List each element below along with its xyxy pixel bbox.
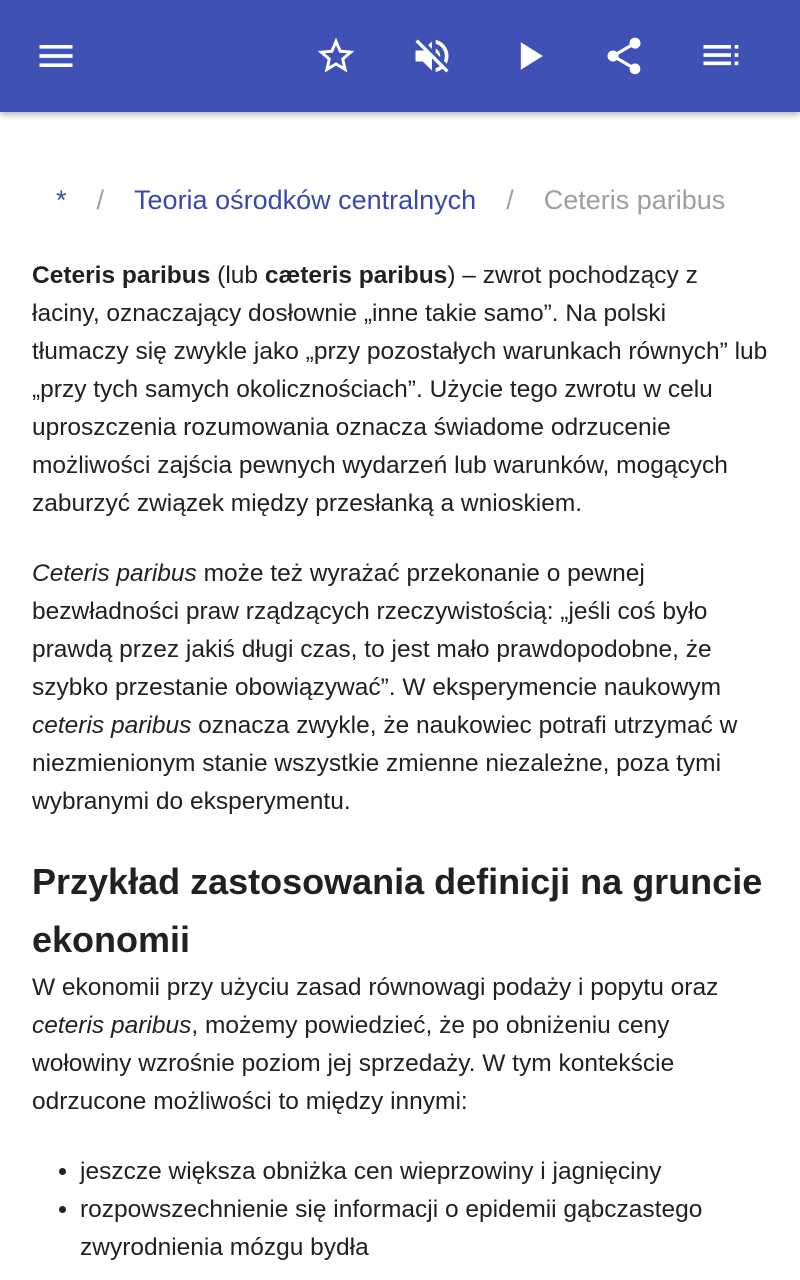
paragraph-inertia bbox=[32, 555, 768, 821]
breadcrumb-separator: / bbox=[506, 184, 514, 215]
play-button[interactable] bbox=[502, 28, 558, 84]
term-italic: ceteris paribus bbox=[32, 712, 192, 739]
paragraph-definition bbox=[32, 257, 768, 523]
star-outline-icon bbox=[314, 34, 358, 78]
list-item: • jeszcze większa obniżka cen wieprzowiny i jagnięciny bbox=[80, 1153, 768, 1191]
share-icon bbox=[602, 34, 646, 78]
mute-button[interactable] bbox=[404, 28, 460, 84]
menu-button[interactable] bbox=[28, 28, 84, 84]
paragraph-text: oznacza zwykle, że naukowiec potrafi utrzymać w niezmienionym stanie wszystkie zmienne niezależne, poza tymi wybranymi do eksperymentu. bbox=[32, 712, 738, 815]
breadcrumb-root-link[interactable]: * bbox=[56, 184, 67, 215]
breadcrumb-separator: / bbox=[96, 184, 105, 215]
share-button[interactable] bbox=[596, 28, 652, 84]
bookmark-button[interactable] bbox=[308, 28, 364, 84]
paragraph-economics bbox=[32, 969, 768, 1121]
hamburger-menu-icon bbox=[34, 34, 78, 78]
play-icon bbox=[508, 34, 552, 78]
playlist-button[interactable] bbox=[692, 28, 748, 84]
app-toolbar bbox=[0, 0, 800, 112]
paragraph-text: W ekonomii przy użyciu zasad równowagi podaży i popytu oraz bbox=[32, 974, 719, 1001]
paragraph-text: ) – zwrot pochodzący z łaciny, oznaczający dosłownie „inne takie samo”. Na polski tłumaczy się zwykle jako „przy pozostałych warunkach równych” lub „przy tych samych okolicznościach”. Użycie tego zwrotu w celu uproszczenia rozumowania oznacza świadome odrzucenie możliwości zajścia pewnych wydarzeń lub warunków, mogących zaburzyć związek między przesłanką a wnioskiem. bbox=[32, 262, 768, 517]
term-italic: ceteris paribus bbox=[32, 1012, 192, 1039]
section-heading: Przykład zastosowania definicji na gruncie ekonomii bbox=[32, 861, 763, 960]
playlist-icon bbox=[698, 34, 742, 78]
bullet-list bbox=[32, 1153, 768, 1267]
paragraph-text: może też wyrażać przekonanie o pewnej bezwładności praw rządzących rzeczywistością: „jeśli coś było prawdą przez jakiś długi czas, to jest mało prawdopodobne, że szybko przestanie obowiązywać”. W eksperymencie naukowym bbox=[32, 560, 721, 701]
paragraph-text: , możemy powiedzieć, że po obniżeniu ceny wołowiny wzrośnie poziom jej sprzedaży. W tym kontekście odrzucone możliwości to między innymi: bbox=[32, 1012, 675, 1115]
volume-off-icon bbox=[410, 34, 454, 78]
alt-term-bold: cæteris paribus bbox=[264, 262, 448, 289]
article-content bbox=[32, 112, 768, 1267]
breadcrumb-current: Ceteris paribus bbox=[543, 184, 726, 215]
list-item: • rozpowszechnienie się informacji o epidemii gąbczastego zwyrodnienia mózgu bydła bbox=[80, 1191, 768, 1267]
term-italic: Ceteris paribus bbox=[32, 560, 197, 587]
breadcrumb bbox=[32, 180, 768, 220]
paragraph-text: (lub bbox=[210, 262, 265, 289]
term-bold: Ceteris paribus bbox=[32, 262, 211, 289]
breadcrumb-parent-link[interactable]: Teoria ośrodków centralnych bbox=[134, 184, 477, 215]
